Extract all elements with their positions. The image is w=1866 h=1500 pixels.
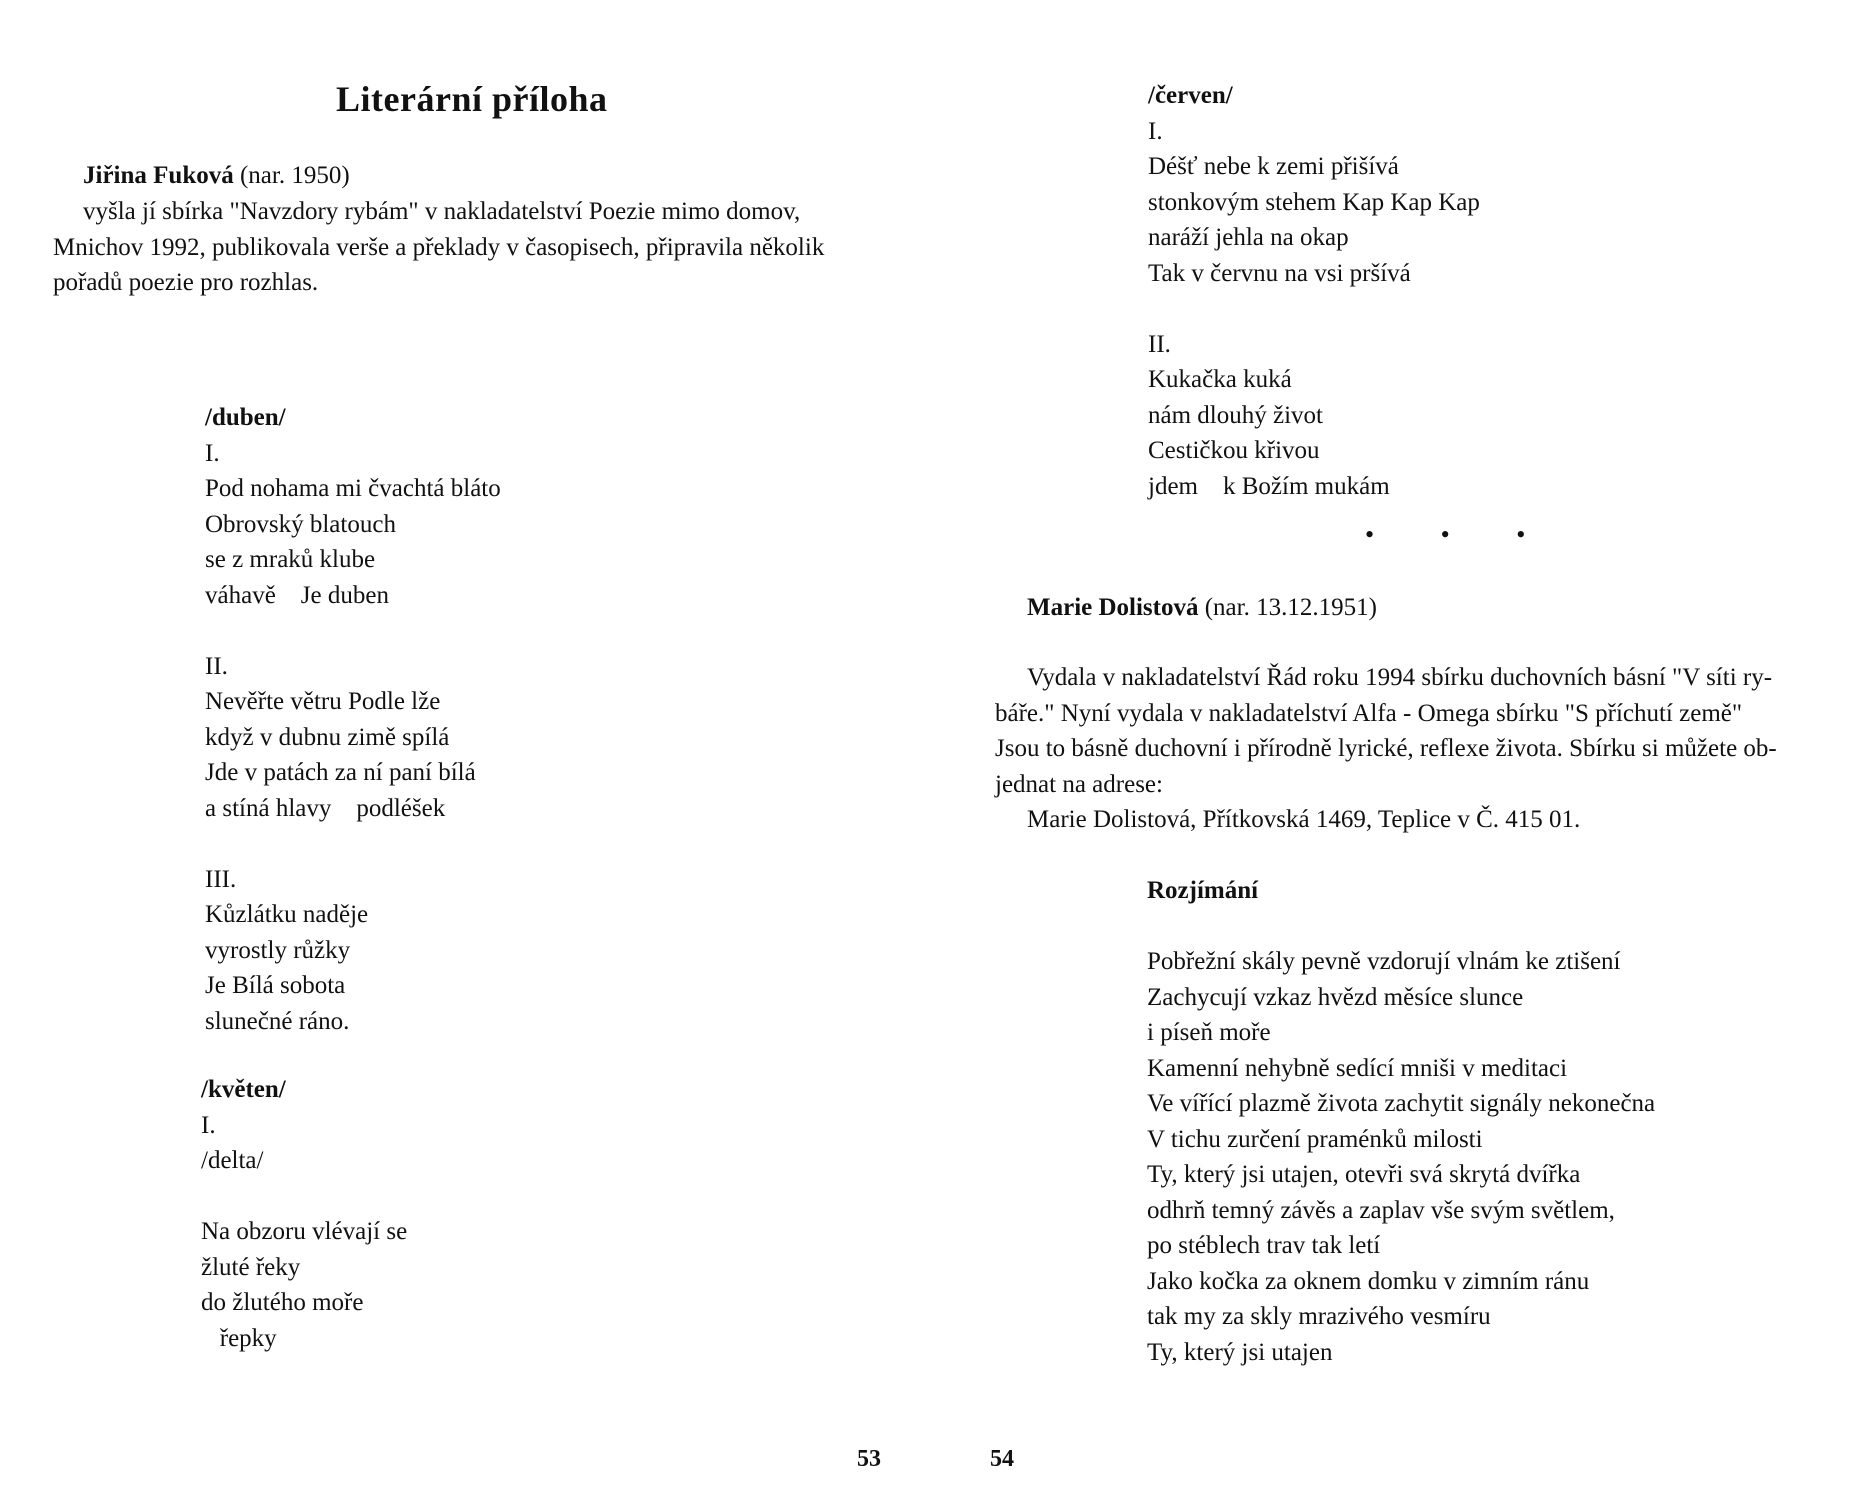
poem-line: jdem k Božím mukám bbox=[1148, 472, 1390, 500]
poem-line: II. bbox=[205, 652, 228, 680]
poem-line: žluté řeky bbox=[201, 1253, 301, 1281]
poem-line: po stéblech trav tak letí bbox=[1147, 1232, 1381, 1259]
bio-line: vyšla jí sbírka "Navzdory rybám" v nakladatelství Poezie mimo domov, bbox=[83, 198, 801, 225]
author-bio-dolistova bbox=[995, 660, 1835, 838]
author-dates: (nar. 13.12.1951) bbox=[1204, 594, 1377, 621]
poem-line: /delta/ bbox=[201, 1147, 264, 1174]
section-separator: • • • bbox=[1365, 520, 1556, 549]
poem-line: i píseň moře bbox=[1147, 1019, 1271, 1046]
poem-heading: /duben/ bbox=[205, 404, 286, 431]
poem-line: I. bbox=[1148, 117, 1163, 145]
poem-line: Pod nohama mi čvachtá bláto bbox=[205, 475, 501, 502]
poem-line: když v dubnu zimě spílá bbox=[205, 723, 450, 751]
poem-blank-line bbox=[205, 613, 501, 649]
poem-line: se z mraků klube bbox=[205, 546, 376, 573]
right-page bbox=[933, 0, 1866, 1500]
poem-line: Ve vířící plazmě života zachytit signály nekonečna bbox=[1147, 1090, 1656, 1117]
poem-duben bbox=[205, 400, 501, 1039]
poem-line: nám dlouhý život bbox=[1148, 401, 1323, 429]
poem-line: Kukačka kuká bbox=[1148, 366, 1292, 393]
poem-line: Nevěřte větru Podle lže bbox=[205, 688, 441, 715]
poem-line: V tichu zurčení praménků milosti bbox=[1147, 1125, 1483, 1153]
poem-line: Obrovský blatouch bbox=[205, 510, 396, 538]
poem-line: II. bbox=[1148, 330, 1171, 358]
poem-line: stonkovým stehem Kap Kap Kap bbox=[1148, 188, 1480, 216]
poem-line: Zachycují vzkaz hvězd měsíce slunce bbox=[1147, 983, 1524, 1011]
poem-blank-line bbox=[1148, 291, 1480, 327]
poem-line: Tak v červnu na vsi pršívá bbox=[1148, 259, 1411, 287]
bio-line: pořadů poezie pro rozhlas. bbox=[53, 269, 319, 296]
poem-line: Jde v patách za ní paní bílá bbox=[205, 759, 476, 786]
poem-rozjimani bbox=[1147, 873, 1655, 1370]
bio-line: jednat na adrese: bbox=[995, 770, 1163, 798]
author-heading-fukova bbox=[83, 158, 350, 194]
poem-cerven bbox=[1148, 78, 1480, 504]
poem-line: Kůzlátku naděje bbox=[205, 901, 369, 928]
bio-line: Jsou to básně duchovní i přírodně lyrické, reflexe života. Sbírku si můžete ob- bbox=[995, 735, 1777, 762]
poem-line: a stíná hlavy podléšek bbox=[205, 794, 446, 822]
bio-line: Mnichov 1992, publikovala verše a překlady v časopisech, připravila několik bbox=[53, 233, 825, 261]
page-number: 53 bbox=[857, 1446, 881, 1472]
poem-line: tak my za skly mrazivého vesmíru bbox=[1147, 1303, 1491, 1330]
poem-line: I. bbox=[201, 1111, 216, 1139]
page-title: Literární příloha bbox=[336, 79, 608, 119]
poem-line: Pobřežní skály pevně vzdorují vlnám ke ztišení bbox=[1147, 948, 1621, 975]
page-number: 54 bbox=[990, 1446, 1014, 1472]
poem-lines bbox=[201, 1108, 407, 1357]
poem-line: Je Bílá sobota bbox=[205, 972, 346, 999]
poem-blank-line bbox=[205, 826, 501, 862]
poem-lines bbox=[1147, 944, 1655, 1370]
poem-line: Jako kočka za oknem domku v zimním ránu bbox=[1147, 1267, 1590, 1295]
poem-line: III. bbox=[205, 865, 237, 893]
poem-line: Ty, který jsi utajen bbox=[1147, 1338, 1333, 1366]
poem-line: Na obzoru vlévají se bbox=[201, 1218, 408, 1245]
poem-line: vyrostly růžky bbox=[205, 936, 351, 964]
poem-blank-line bbox=[1147, 909, 1655, 945]
poem-heading: Rozjímání bbox=[1147, 877, 1259, 904]
bio-line: Vydala v nakladatelství Řád roku 1994 sbírku duchovních básní "V síti ry- bbox=[1027, 664, 1773, 691]
poem-kveten bbox=[201, 1072, 407, 1356]
poem-line: Ty, který jsi utajen, otevři svá skrytá dvířka bbox=[1147, 1161, 1581, 1188]
poem-line: Cestičkou křivou bbox=[1148, 437, 1320, 464]
poem-heading: /červen/ bbox=[1148, 82, 1233, 109]
poem-line: Déšť nebe k zemi přišívá bbox=[1148, 153, 1399, 180]
poem-line: Kamenní nehybně sedící mniši v meditaci bbox=[1147, 1054, 1568, 1082]
poem-line: odhrň temný závěs a zaplav vše svým světlem, bbox=[1147, 1196, 1615, 1224]
poem-blank-line bbox=[201, 1179, 407, 1215]
poem-heading: /květen/ bbox=[201, 1076, 286, 1103]
poem-line: váhavě Je duben bbox=[205, 581, 389, 609]
author-name: Jiřina Fuková bbox=[83, 162, 234, 189]
author-heading-dolistova bbox=[1027, 590, 1377, 626]
poem-line: řepky bbox=[201, 1324, 277, 1352]
poem-line: do žlutého moře bbox=[201, 1289, 364, 1316]
author-dates: (nar. 1950) bbox=[239, 162, 350, 189]
author-name: Marie Dolistová bbox=[1027, 594, 1199, 621]
poem-line: I. bbox=[205, 439, 220, 467]
poem-line: naráží jehla na okap bbox=[1148, 224, 1349, 251]
bio-line: báře." Nyní vydala v nakladatelství Alfa - Omega sbírku "S příchutí země" bbox=[995, 699, 1743, 727]
poem-lines bbox=[205, 436, 501, 1040]
poem-line: slunečné ráno. bbox=[205, 1007, 350, 1035]
poem-lines bbox=[1148, 114, 1480, 505]
author-bio-fukova bbox=[53, 194, 893, 301]
author-address: Marie Dolistová, Přítkovská 1469, Teplice v Č. 415 01. bbox=[1027, 806, 1581, 833]
